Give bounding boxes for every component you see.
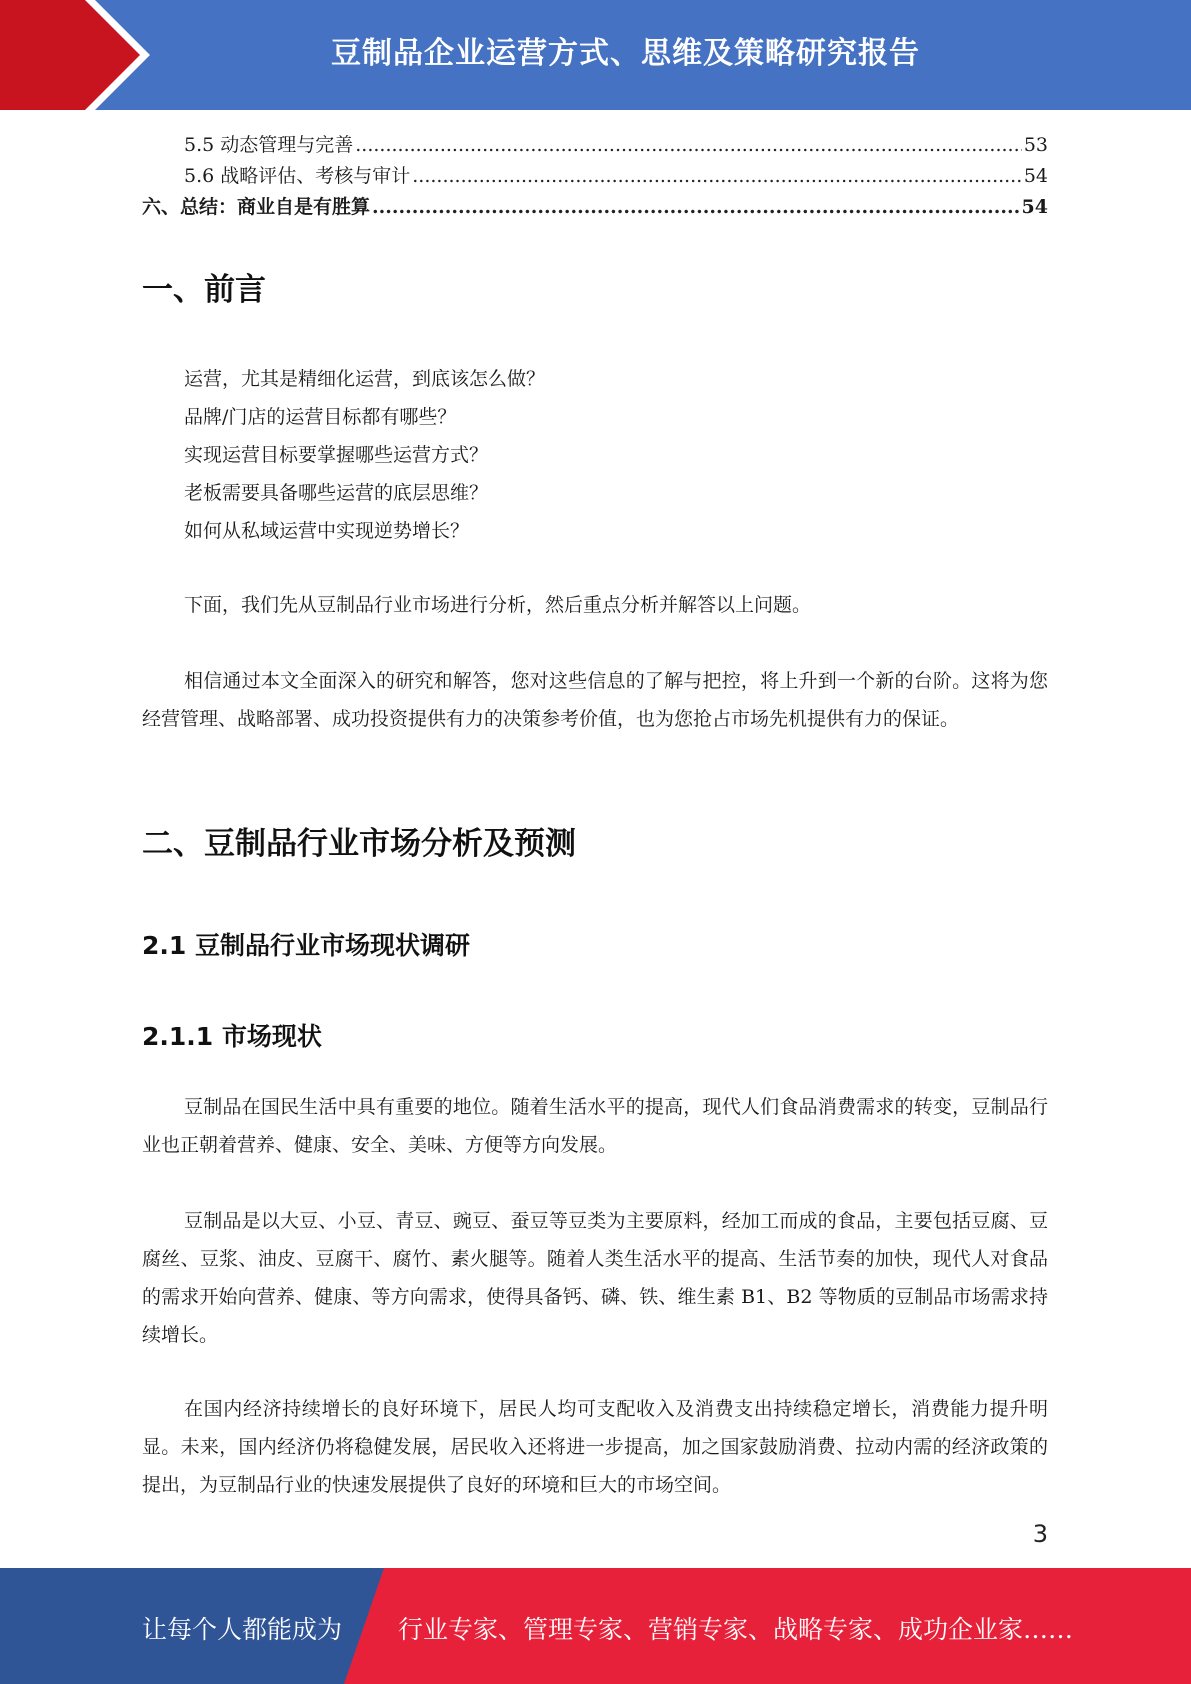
toc-entry-page: 54 <box>1023 165 1048 187</box>
toc-entry-page: 54 <box>1021 196 1048 218</box>
list-item: 运营，尤其是精细化运营，到底该怎么做？ <box>184 368 546 390</box>
body-paragraph: 在国内经济持续增长的良好环境下，居民人均可支配收入及消费支出持续稳定增长，消费能力提升明显。未来，国内经济仍将稳健发展，居民收入还将进一步提高，加之国家鼓励消费、拉动内需的经济政策的提出，为豆制品行业的快速发展提供了良好的环境和巨大的市场空间。 <box>142 1398 1048 1496</box>
list-item: 实现运营目标要掌握哪些运营方式？ <box>184 444 489 466</box>
question-list <box>184 360 545 550</box>
toc-entry-label: 5.5 动态管理与完善 <box>184 134 354 156</box>
table-of-contents <box>142 130 1048 223</box>
page-number: 3 <box>1032 1520 1048 1548</box>
toc-leader-dots <box>412 165 1022 187</box>
page-footer <box>0 1568 1191 1684</box>
toc-entry[interactable] <box>142 192 1048 223</box>
body-paragraph: 豆制品在国民生活中具有重要的地位。随着生活水平的提高，现代人们食品消费需求的转变，豆制品行业也正朝着营养、健康、安全、美味、方便等方向发展。 <box>142 1096 1048 1156</box>
toc-entry[interactable] <box>142 161 1048 192</box>
section-heading-market-analysis: 二、豆制品行业市场分析及预测 <box>142 826 576 862</box>
toc-entry-label: 5.6 战略评估、考核与审计 <box>184 165 411 187</box>
subsection-heading: 2.1 豆制品行业市场现状调研 <box>142 931 470 960</box>
body-paragraph: 下面，我们先从豆制品行业市场进行分析，然后重点分析并解答以上问题。 <box>184 594 812 616</box>
list-item: 如何从私域运营中实现逆势增长？ <box>184 520 470 542</box>
footer-slogan-right: 行业专家、管理专家、营销专家、战略专家、成功企业家…… <box>398 1615 1074 1644</box>
page-header <box>0 0 1191 110</box>
red-chevron-decoration <box>0 0 160 110</box>
body-paragraph: 豆制品是以大豆、小豆、青豆、豌豆、蚕豆等豆类为主要原料，经加工而成的食品，主要包括豆腐、豆腐丝、豆浆、油皮、豆腐干、腐竹、素火腿等。随着人类生活水平的提高、生活节奏的加快，现代人对食品的需求开始向营养、健康、等方向需求，使得具备钙、磷、铁、维生素 B1、B2 等物质的豆制品市场需求持续增长。 <box>142 1210 1048 1346</box>
toc-entry[interactable] <box>142 130 1048 161</box>
toc-leader-dots <box>372 196 1020 218</box>
toc-leader-dots <box>355 134 1022 156</box>
report-title: 豆制品企业运营方式、思维及策略研究报告 <box>331 36 920 71</box>
list-item: 老板需要具备哪些运营的底层思维？ <box>184 482 489 504</box>
footer-slogan-left: 让每个人都能成为 <box>142 1615 343 1644</box>
toc-entry-page: 53 <box>1023 134 1048 156</box>
subsubsection-heading: 2.1.1 市场现状 <box>142 1022 322 1051</box>
toc-entry-label: 六、总结：商业自是有胜算 <box>142 196 371 218</box>
list-item: 品牌/门店的运营目标都有哪些？ <box>184 406 457 428</box>
body-paragraph: 相信通过本文全面深入的研究和解答，您对这些信息的了解与把控，将上升到一个新的台阶。这将为您经营管理、战略部署、成功投资提供有力的决策参考价值，也为您抢占市场先机提供有力的保证。 <box>142 670 1048 730</box>
section-heading-preface: 一、前言 <box>142 272 266 308</box>
